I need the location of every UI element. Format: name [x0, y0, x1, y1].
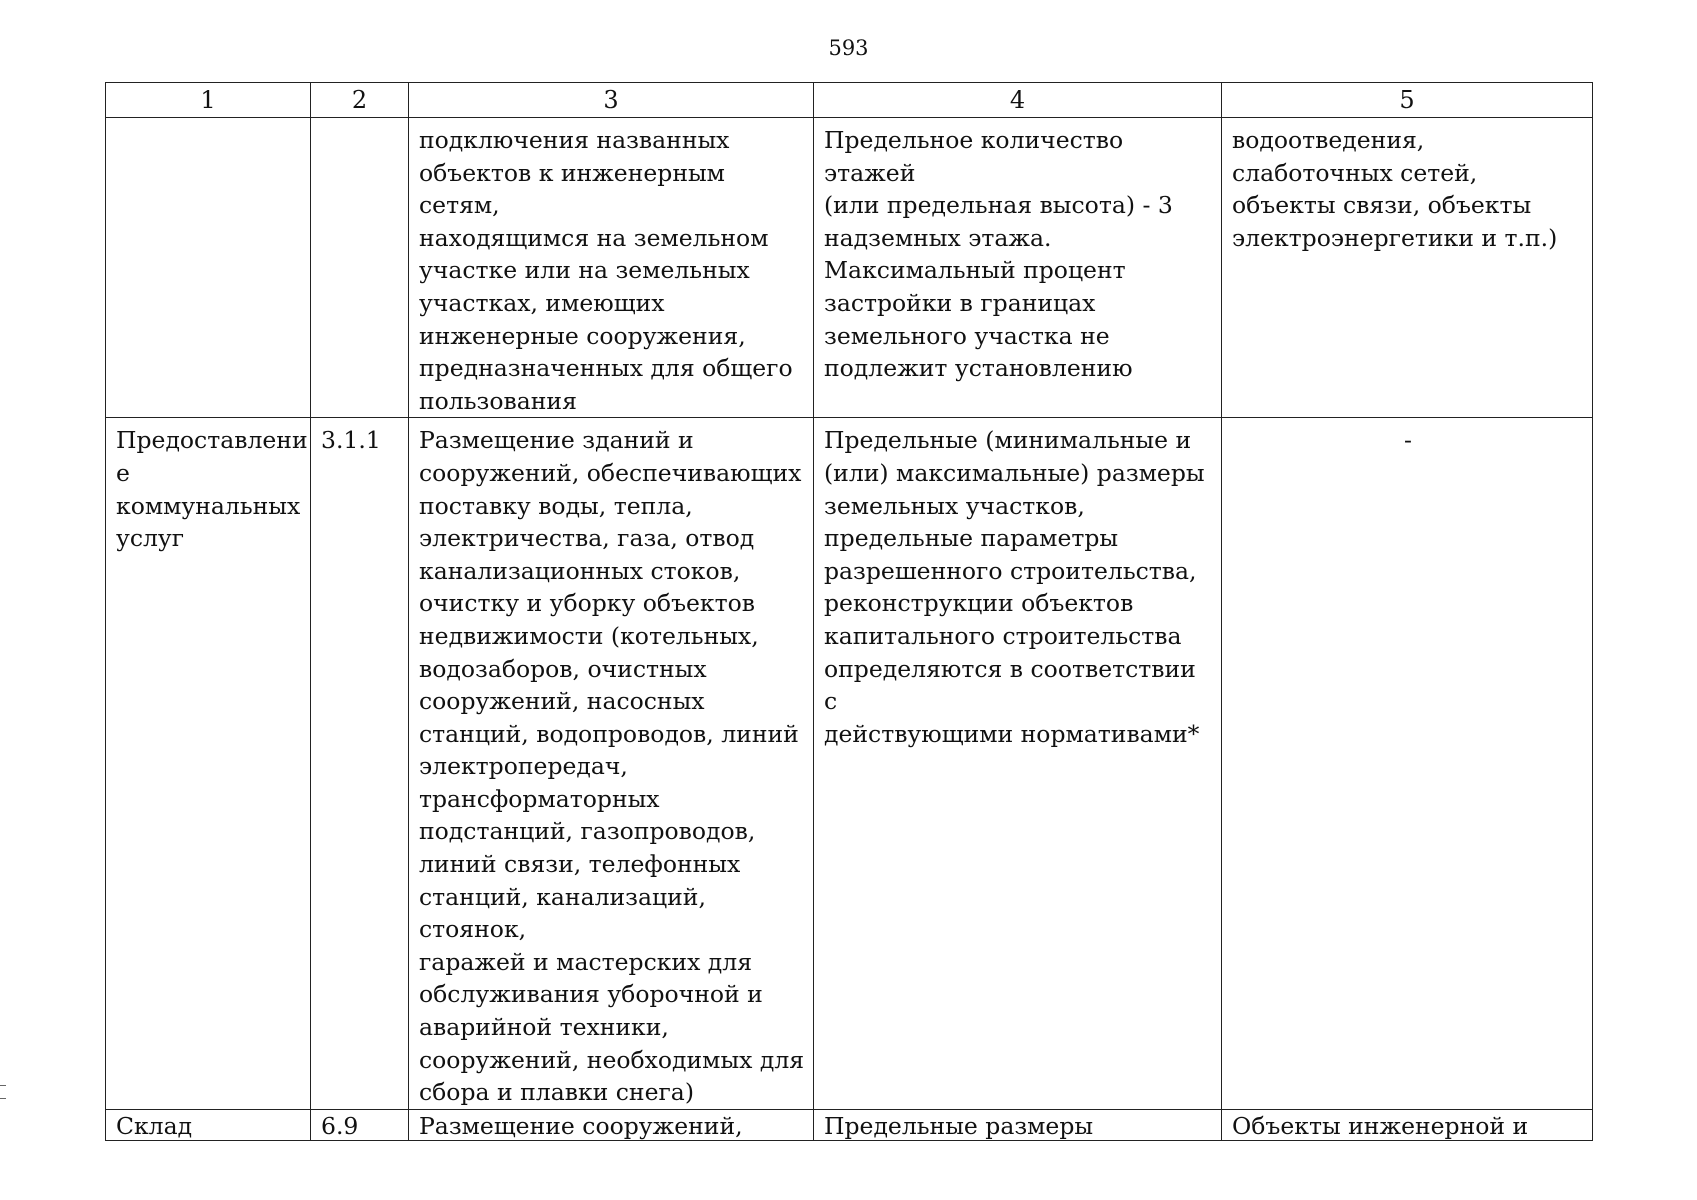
- scan-edge-mark: [0, 1085, 6, 1099]
- parameters-cell: Предельное количество этажей (или предельная высота) - 3 надземных этажа. Максимальный процент застройки в границах земельного участка не подлежит установлению: [814, 118, 1222, 418]
- column-header-1: 1: [106, 83, 311, 118]
- notes-cell: Объекты инженерной и: [1222, 1109, 1593, 1140]
- page-number: 593: [828, 36, 869, 60]
- table-row: [106, 118, 1593, 418]
- parameters-cell: Предельные размеры: [814, 1109, 1222, 1140]
- header-row: [106, 83, 1593, 118]
- column-header-2: 2: [311, 83, 409, 118]
- regulations-table: [105, 82, 1593, 1141]
- description-cell: Размещение сооружений,: [409, 1109, 814, 1140]
- code-cell: 3.1.1: [311, 418, 409, 1109]
- column-header-4: 4: [814, 83, 1222, 118]
- description-cell: Размещение зданий и сооружений, обеспечивающих поставку воды, тепла, электричества, газа, отвод канализационных стоков, очистку и уборку объектов недвижимости (котельных, водозаборов, очистных сооружений, насосных станций, водопроводов, линий электропередач, трансформаторных подстанций, газопроводов, линий связи, телефонных станций, канализаций, стоянок, гаражей и мастерских для обслуживания уборочной и аварийной техники, сооружений, необходимых для сбора и плавки снега): [409, 418, 814, 1109]
- table-row: [106, 1109, 1593, 1140]
- column-header-5: 5: [1222, 83, 1593, 118]
- notes-cell: -: [1222, 418, 1593, 1109]
- column-header-3: 3: [409, 83, 814, 118]
- description-cell: подключения названных объектов к инженерным сетям, находящимся на земельном участке или на земельных участках, имеющих инженерные сооружения, предназначенных для общего пользования: [409, 118, 814, 418]
- notes-cell: водоотведения, слаботочных сетей, объекты связи, объекты электроэнергетики и т.п.): [1222, 118, 1593, 418]
- use-type-cell: Предоставлени е коммунальных услуг: [106, 418, 311, 1109]
- code-cell: 6.9: [311, 1109, 409, 1140]
- use-type-cell: Склад: [106, 1109, 311, 1140]
- parameters-cell: Предельные (минимальные и (или) максимальные) размеры земельных участков, предельные параметры разрешенного строительства, реконструкции объектов капитального строительства определяются в соответствии с действующими нормативами*: [814, 418, 1222, 1109]
- use-type-cell: [106, 118, 311, 418]
- code-cell: [311, 118, 409, 418]
- table-row: [106, 418, 1593, 1109]
